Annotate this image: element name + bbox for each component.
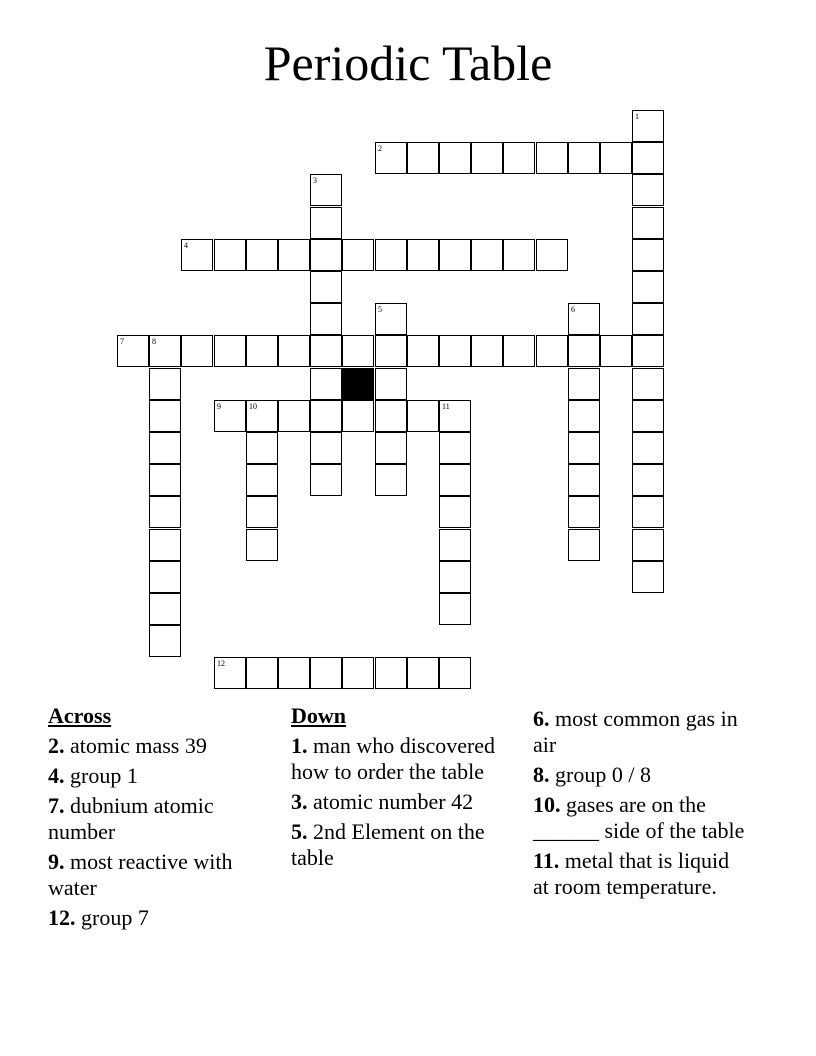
grid-cell[interactable] [632,110,664,142]
grid-cell[interactable] [375,657,407,689]
grid-cell[interactable] [246,239,278,271]
grid-cell[interactable] [471,239,503,271]
grid-cell[interactable] [439,335,471,367]
grid-cell[interactable] [600,335,632,367]
clue-number: 8 [152,337,156,346]
grid-cell[interactable] [439,529,471,561]
down-clues [291,703,506,875]
clue-down-1: 1. man who discovered how to order the table [291,733,496,784]
grid-cell[interactable] [632,496,664,528]
clue-number: 7 [120,337,124,346]
grid-cell[interactable] [246,657,278,689]
grid-cell[interactable] [632,368,664,400]
grid-cell[interactable] [439,239,471,271]
clue-down-10: 10. gases are on the ______ side of the table [533,792,745,843]
grid-cell[interactable] [439,496,471,528]
grid-cell[interactable] [149,464,181,496]
grid-cell[interactable] [149,432,181,464]
grid-cell[interactable] [310,207,342,239]
grid-cell[interactable] [246,400,278,432]
grid-cell[interactable] [149,368,181,400]
grid-cell[interactable] [568,464,600,496]
grid-cell[interactable] [439,561,471,593]
grid-cell[interactable] [278,239,310,271]
clue-number: 6 [571,305,575,314]
grid-cell[interactable] [310,335,342,367]
grid-cell[interactable] [375,432,407,464]
grid-cell[interactable] [536,239,568,271]
grid-cell[interactable] [117,335,149,367]
down-heading: Down [291,703,347,728]
clue-across-4: 4. group 1 [48,763,138,788]
grid-cell[interactable] [632,174,664,206]
down-clues-continued [533,706,748,904]
grid-cell[interactable] [310,657,342,689]
clue-down-11: 11. metal that is liquid at room temperature. [533,848,730,899]
grid-cell[interactable] [632,432,664,464]
grid-cell[interactable] [375,368,407,400]
grid-cell[interactable] [632,271,664,303]
grid-cell[interactable] [181,335,213,367]
grid-cell[interactable] [342,657,374,689]
grid-cell[interactable] [149,496,181,528]
grid-cell[interactable] [439,432,471,464]
clue-number: 2 [378,144,382,153]
grid-cell[interactable] [568,529,600,561]
grid-cell[interactable] [568,432,600,464]
grid-cell[interactable] [407,142,439,174]
grid-cell[interactable] [149,529,181,561]
grid-cell[interactable] [246,464,278,496]
grid-cell[interactable] [214,335,246,367]
blocked-cell [342,368,374,400]
grid-cell[interactable] [568,400,600,432]
grid-cell[interactable] [568,368,600,400]
grid-cell[interactable] [149,561,181,593]
grid-cell[interactable] [214,400,246,432]
grid-cell[interactable] [310,432,342,464]
grid-cell[interactable] [375,303,407,335]
grid-cell[interactable] [503,239,535,271]
grid-cell[interactable] [214,239,246,271]
grid-cell[interactable] [536,142,568,174]
clue-down-3: 3. atomic number 42 [291,789,474,814]
grid-cell[interactable] [632,529,664,561]
grid-cell[interactable] [214,657,246,689]
grid-cell[interactable] [568,303,600,335]
grid-cell[interactable] [278,657,310,689]
grid-cell[interactable] [568,496,600,528]
grid-cell[interactable] [181,239,213,271]
grid-cell[interactable] [310,303,342,335]
grid-cell[interactable] [342,239,374,271]
clue-number: 5 [378,305,382,314]
grid-cell[interactable] [632,303,664,335]
grid-cell[interactable] [632,464,664,496]
page-title: Periodic Table [263,35,553,91]
clue-number: 3 [313,176,317,185]
grid-cell[interactable] [439,657,471,689]
grid-cell[interactable] [503,142,535,174]
grid-cell[interactable] [600,142,632,174]
clue-number: 9 [217,402,221,411]
grid-cell[interactable] [310,368,342,400]
grid-cell[interactable] [246,432,278,464]
clue-down-8: 8. group 0 / 8 [533,762,651,787]
clue-number: 1 [635,112,639,121]
grid-cell[interactable] [407,335,439,367]
grid-cell[interactable] [342,335,374,367]
clue-across-9: 9. most reactive with water [48,849,233,900]
grid-cell[interactable] [632,142,664,174]
grid-cell[interactable] [278,400,310,432]
clue-number: 12 [217,659,225,668]
grid-cell[interactable] [246,335,278,367]
grid-cell[interactable] [246,529,278,561]
grid-cell[interactable] [149,335,181,367]
grid-cell[interactable] [632,207,664,239]
clue-down-5: 5. 2nd Element on the table [291,819,485,870]
grid-cell[interactable] [149,593,181,625]
grid-cell[interactable] [632,239,664,271]
grid-cell[interactable] [568,142,600,174]
clue-down-6: 6. most common gas in air [533,706,738,757]
grid-cell[interactable] [439,400,471,432]
grid-cell[interactable] [375,142,407,174]
grid-cell[interactable] [310,239,342,271]
grid-cell[interactable] [310,174,342,206]
clue-number: 10 [249,402,257,411]
grid-cell[interactable] [278,335,310,367]
grid-cell[interactable] [471,142,503,174]
clue-number: 11 [442,402,450,411]
grid-cell[interactable] [246,496,278,528]
grid-cell[interactable] [310,271,342,303]
grid-cell[interactable] [439,142,471,174]
clue-across-7: 7. dubnium atomic number [48,793,214,844]
grid-cell[interactable] [310,464,342,496]
grid-cell[interactable] [375,239,407,271]
across-clues [48,703,258,935]
grid-cell[interactable] [149,625,181,657]
across-heading: Across [48,703,112,728]
grid-cell[interactable] [632,335,664,367]
grid-cell[interactable] [375,335,407,367]
grid-cell[interactable] [439,464,471,496]
grid-cell[interactable] [149,400,181,432]
grid-cell[interactable] [407,239,439,271]
grid-cell[interactable] [342,400,374,432]
grid-cell[interactable] [471,335,503,367]
grid-cell[interactable] [503,335,535,367]
clue-across-2: 2. atomic mass 39 [48,733,207,758]
grid-cell[interactable] [536,335,568,367]
grid-cell[interactable] [568,335,600,367]
grid-cell[interactable] [439,593,471,625]
grid-cell[interactable] [375,400,407,432]
grid-cell[interactable] [375,464,407,496]
clue-number: 4 [184,241,188,250]
grid-cell[interactable] [407,400,439,432]
grid-cell[interactable] [632,400,664,432]
grid-cell[interactable] [310,400,342,432]
grid-cell[interactable] [632,561,664,593]
clue-across-12: 12. group 7 [48,905,149,930]
grid-cell[interactable] [407,657,439,689]
